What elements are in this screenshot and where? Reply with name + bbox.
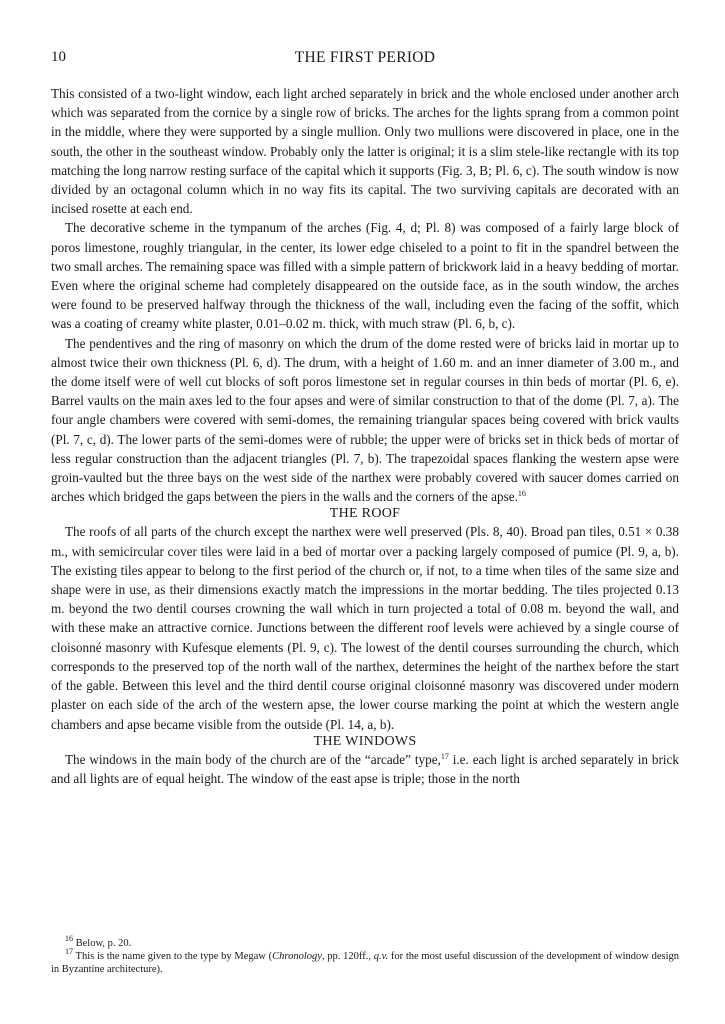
paragraph-pendentives-text: The pendentives and the ring of masonry on which the drum of the dome rested were of bricks laid in mortar up to almost twice their own thickness (Pl. 6, d). The drum, with a height of 1.60 m. and an inner diameter of 3.00 m., and the dome itself were of well cut blocks of soft poros limestone set in regular courses in thin beds of mortar (Pl. 6, e). Barrel vaults on the main axes led to the four apses and were of similar construction to that of the dome (Pl. 7, a). The four angle chambers were covered with semi-domes, the remaining triangular spaces being covered with brick vaults (Pl. 7, c, d). The lower parts of the semi-domes were of rubble; the upper were of bricks set in thick beds of mortar of less regular construction than the adjacent triangles (Pl. 7, b). The trapezoidal spaces flanking the western apse were groin-vaulted but the three bays on the west side of the narthex were probably covered with saucer domes carried on arches which bridged the gaps between the piers in the walls and the corners of the apse.: [51, 335, 679, 505]
section-title-windows: THE WINDOWS: [313, 733, 417, 749]
footnote-16-number: 16: [65, 934, 73, 943]
paragraph-windows-text-after: i.e. each light is arched separately in brick and all lights are of equal height. The window of the east apse is triple; those in the north: [51, 751, 679, 786]
footnote-17-pre: This is the name given to the type by Megaw (: [73, 951, 273, 962]
paragraph-pendentives: [51, 334, 679, 507]
footnotes: [51, 934, 679, 976]
footnote-ref-17[interactable]: 17: [440, 751, 449, 761]
page-number: 10: [51, 49, 66, 65]
footnote-17-qv: q.v.: [373, 951, 389, 962]
paragraph-roof: The roofs of all parts of the church except the narthex were well preserved (Pls. 8, 40). Broad pan tiles, 0.51 × 0.38 m., with semicircular cover tiles were laid in a bed of mortar over a packing largely composed of pumice (Pl. 9, a, b). The existing tiles appear to belong to the first period of the church or, if not, to a time when tiles of the same size and shape were in use, as their dimensions exactly match the impressions in the mortar bedding. The tiles projected 0.13 m. beyond the two dentil courses crowning the wall which in turn projected a total of 0.08 m. beyond the wall, and with these make an attractive cornice. Junctions between the different roof levels were achieved by a single course of cloisonné masonry with Kufesque elements (Pl. 9, c). The lowest of the dentil courses surrounding the church, which corresponds to the preserved top of the north wall of the narthex, determines the height of the narthex before the start of the gable. Between this level and the third dentil course original cloisonné masonry was discovered under modern plaster on each side of the arch of the western apse, the lower course marking the point at which the western angle chambers and apse became visible from the outside (Pl. 14, a, b).: [51, 524, 679, 732]
footnote-17-chronology: Chronology: [272, 951, 322, 962]
footnote-17-mid: , pp. 120ff.,: [321, 951, 374, 962]
body-text: [51, 84, 679, 788]
footnote-ref-16[interactable]: 16: [517, 489, 526, 499]
paragraph-windows: [51, 750, 679, 788]
footnote-16: [51, 934, 679, 950]
footnote-17: [51, 947, 679, 976]
footnote-17-post: for the most useful discussion of the development of window design in Byzantine architecture).: [51, 951, 679, 975]
paragraph-windows-text-before: The windows in the main body of the church are of the “arcade” type,: [65, 751, 441, 767]
paragraph-window-description: This consisted of a two-light window, each light arched separately in brick and the whole enclosed under another arch which was separated from the cornice by a single row of bricks. The arches for the lights sprang from a common point in the middle, where they were supported by a single mullion. Only two mullions were discovered in place, one in the south, the other in the southeast window. Probably only the latter is original; it is a slim stele-like rectangle with its top matching the long narrow resting surface of the capital which it supports (Fig. 3, B; Pl. 6, c). The south window is now divided by an octagonal column which in no way fits its capital. The two surviving capitals are decorated with an incised rosette at each end.: [51, 86, 679, 217]
section-title-roof: THE ROOF: [329, 506, 401, 522]
running-head: THE FIRST PERIOD: [294, 49, 436, 66]
footnote-17-number: 17: [65, 947, 73, 956]
footnote-16-text: Below, p. 20.: [73, 938, 132, 949]
paragraph-tympanum: The decorative scheme in the tympanum of the arches (Fig. 4, d; Pl. 8) was composed of a fairly large block of poros limestone, roughly triangular, in the center, its lower edge chiseled to a point to fit in the spandrel between the two small arches. The remaining space was filled with a simple pattern of brickwork laid in a heavy bedding of mortar. Even where the original scheme had completely disappeared on the outside face, as in the south window, the arches were found to be preserved halfway through the thickness of the wall, including even the facing of the soffit, which was a coating of creamy white plaster, 0.01–0.02 m. thick, with much straw (Pl. 6, b, c).: [51, 220, 679, 332]
page-header: [51, 49, 679, 69]
